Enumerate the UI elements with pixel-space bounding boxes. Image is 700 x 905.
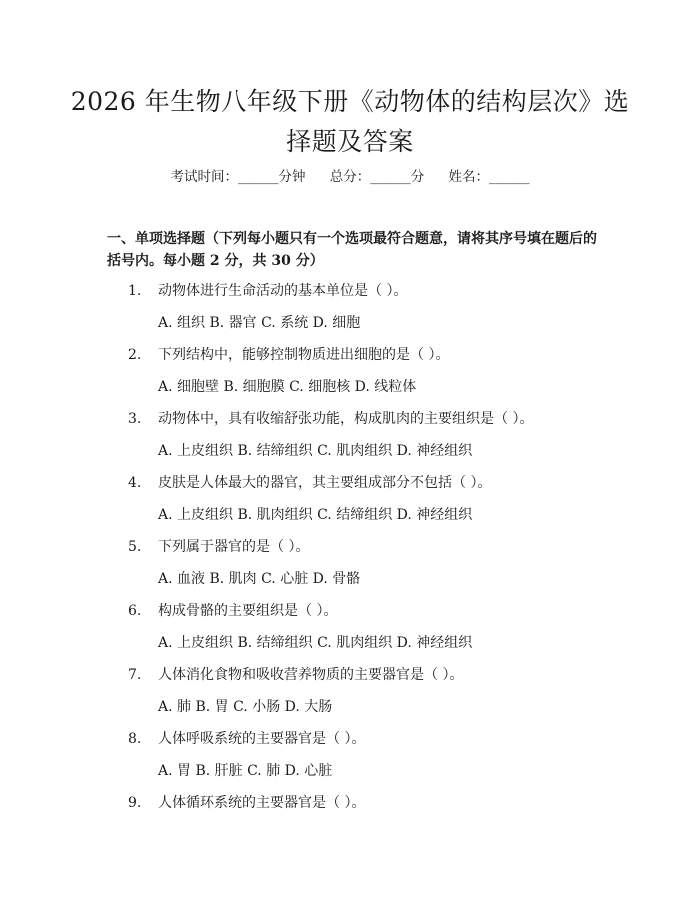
question-item [0,664,700,728]
question-item [0,472,700,536]
question-number: 5. [128,539,142,555]
question-number: 8. [128,731,142,747]
question-number: 3. [128,411,142,427]
question-options: A. 肺 B. 胃 C. 小肠 D. 大肠 [158,699,333,715]
question-number: 1. [128,283,142,299]
question-options: A. 上皮组织 B. 结缔组织 C. 肌肉组织 D. 神经组织 [158,635,473,651]
question-item [0,280,700,344]
question-text: 构成骨骼的主要组织是（ ）。 [158,603,338,619]
question-number: 4. [128,475,142,491]
exam-time-field: 考试时间：______分钟 [170,169,306,185]
question-item [0,536,700,600]
question-item [0,728,700,792]
question-item [0,408,700,472]
total-score-field: 总分：______分 [329,169,425,185]
question-options: A. 上皮组织 B. 结缔组织 C. 肌肉组织 D. 神经组织 [158,443,473,459]
question-number: 2. [128,347,142,363]
question-list [0,280,700,856]
question-options: A. 上皮组织 B. 肌肉组织 C. 结缔组织 D. 神经组织 [158,507,473,523]
question-text: 下列结构中，能够控制物质进出细胞的是（ ）。 [158,347,450,363]
question-text: 人体循环系统的主要器官是（ ）。 [158,795,366,811]
exam-info-line [0,166,700,188]
student-name-field: 姓名：______ [448,169,530,185]
document-title: 2026 年生物八年级下册《动物体的结构层次》选择题及答案 [70,87,630,156]
question-options: A. 组织 B. 器官 C. 系统 D. 细胞 [158,315,361,331]
question-options: A. 胃 B. 肝脏 C. 肺 D. 心脏 [158,763,333,779]
question-item [0,600,700,664]
question-text: 皮肤是人体最大的器官，其主要组成部分不包括（ ）。 [158,475,492,491]
question-text: 人体呼吸系统的主要器官是（ ）。 [158,731,366,747]
question-item [0,344,700,408]
section-heading: 一、单项选择题（下列每小题只有一个选项最符合题意，请将其序号填在题后的括号内。每小题 2 分，共 30 分） [107,231,597,269]
question-options: A. 血液 B. 肌肉 C. 心脏 D. 骨骼 [158,571,361,587]
question-text: 动物体进行生命活动的基本单位是（ ）。 [158,283,408,299]
question-options: A. 细胞壁 B. 细胞膜 C. 细胞核 D. 线粒体 [158,379,417,395]
question-number: 7. [128,667,142,683]
question-text: 人体消化食物和吸收营养物质的主要器官是（ ）。 [158,667,464,683]
question-item [0,792,700,856]
question-text: 下列属于器官的是（ ）。 [158,539,310,555]
question-number: 6. [128,603,142,619]
question-number: 9. [128,795,142,811]
question-text: 动物体中，具有收缩舒张功能，构成肌肉的主要组织是（ ）。 [158,411,534,427]
